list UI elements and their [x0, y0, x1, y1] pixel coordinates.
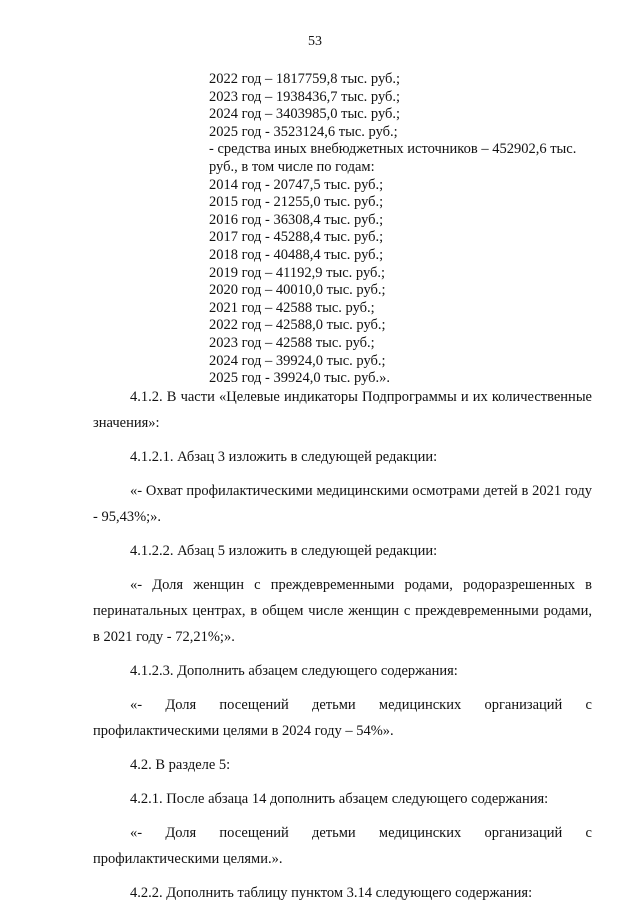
paragraph: «- Доля посещений детьми медицинских организаций с профилактическими целями.». [93, 825, 592, 867]
paragraph: 4.2.2. Дополнить таблицу пунктом 3.14 следующего содержания: [130, 885, 533, 901]
funding-line: 2022 год – 42588,0 тыс. руб.; [209, 317, 386, 334]
paragraph: 4.1.2. В части «Целевые индикаторы Подпрограммы и их количественные значения»: [93, 389, 592, 431]
paragraph: 4.1.2.1. Абзац 3 изложить в следующей редакции: [130, 449, 438, 465]
paragraph: 4.2. В разделе 5: [130, 757, 231, 773]
funding-list [209, 71, 604, 388]
paragraph: 4.2.1. После абзаца 14 дополнить абзацем следующего содержания: [130, 791, 549, 807]
body-text [93, 384, 592, 906]
funding-line: 2023 год – 1938436,7 тыс. руб.; [209, 88, 401, 105]
funding-line: 2025 год - 39924,0 тыс. руб.». [209, 370, 391, 387]
funding-line: 2017 год - 45288,4 тыс. руб.; [209, 229, 384, 246]
funding-line: 2019 год – 41192,9 тыс. руб.; [209, 264, 386, 281]
page-number: 53 [308, 34, 322, 49]
funding-line: 2020 год – 40010,0 тыс. руб.; [209, 282, 386, 299]
paragraph: 4.1.2.2. Абзац 5 изложить в следующей редакции: [130, 543, 438, 559]
funding-line: 2025 год - 3523124,6 тыс. руб.; [209, 123, 398, 140]
funding-line: 2024 год – 3403985,0 тыс. руб.; [209, 106, 401, 123]
funding-line: 2015 год - 21255,0 тыс. руб.; [209, 194, 384, 211]
funding-line: 2024 год – 39924,0 тыс. руб.; [209, 352, 386, 369]
paragraph: 4.1.2.3. Дополнить абзацем следующего содержания: [130, 663, 458, 679]
paragraph: «- Доля женщин с преждевременными родами, родоразрешенных в перинатальных центрах, в общем числе женщин с преждевременными родами, в 2021 году - 72,21%;». [93, 577, 592, 645]
funding-line: 2016 год - 36308,4 тыс. руб.; [209, 211, 384, 228]
paragraph: «- Охват профилактическими медицинскими осмотрами детей в 2021 году - 95,43%;». [93, 483, 592, 525]
funding-line: 2014 год - 20747,5 тыс. руб.; [209, 176, 384, 193]
funding-line: 2022 год – 1817759,8 тыс. руб.; [209, 71, 401, 87]
funding-line: 2018 год - 40488,4 тыс. руб.; [209, 246, 384, 263]
funding-line: 2023 год – 42588 тыс. руб.; [209, 334, 375, 351]
funding-line: 2021 год – 42588 тыс. руб.; [209, 299, 375, 316]
paragraph: «- Доля посещений детьми медицинских организаций с профилактическими целями в 2024 году – 54%». [93, 697, 592, 739]
funding-line: - средства иных внебюджетных источников – 452902,6 тыс. руб., в том числе по годам: [209, 141, 577, 175]
